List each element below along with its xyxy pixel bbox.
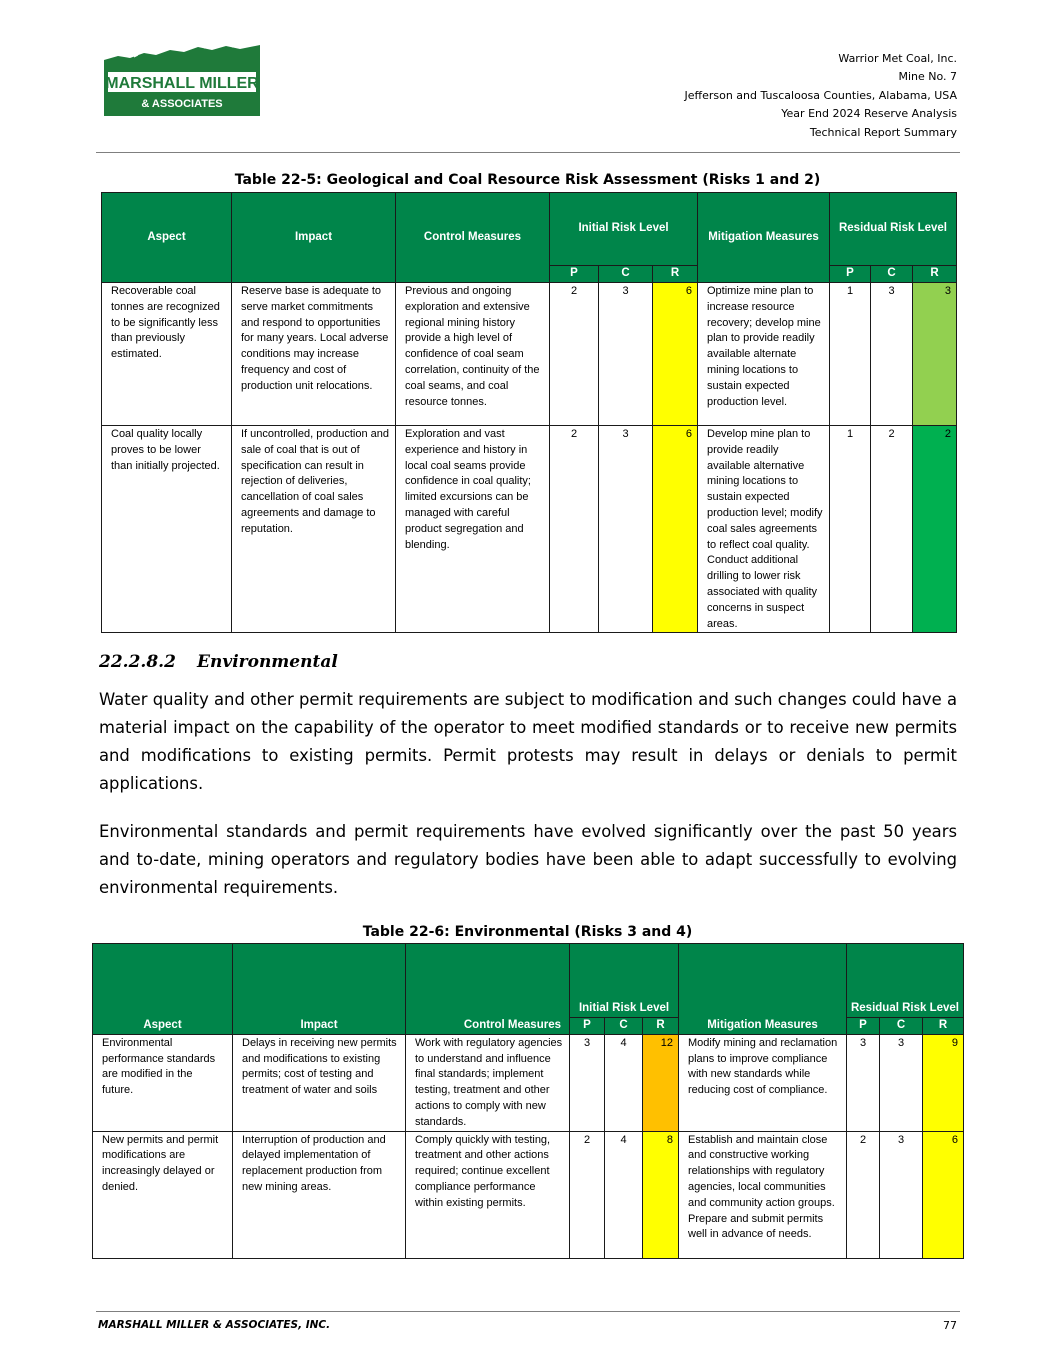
header-p: P	[830, 266, 871, 283]
header-r: R	[913, 266, 957, 283]
footer-divider	[96, 1311, 960, 1312]
cell-residual-c: 3	[871, 283, 913, 426]
cell-residual-r: 9	[923, 1034, 964, 1131]
header-control-measures: Control Measures	[396, 193, 550, 283]
header-aspect: Aspect	[93, 944, 233, 1035]
cell-initial-p: 3	[570, 1034, 605, 1131]
cell-residual-p: 3	[847, 1034, 880, 1131]
logo-text-main: MARSHALL MILLER	[105, 75, 259, 92]
header-initial-risk: Initial Risk Level	[570, 944, 679, 1018]
header-location: Jefferson and Tuscaloosa Counties, Alabama, USA	[684, 88, 957, 102]
table-caption: Table 22-6: Environmental (Risks 3 and 4)	[362, 924, 693, 940]
company-logo	[104, 44, 260, 116]
cell-initial-c: 4	[605, 1034, 643, 1131]
logo-text-sub: & ASSOCIATES	[141, 98, 223, 110]
cell-mitigation: Develop mine plan to provide readily available alternative mining locations to sustain expected production level; modify coal sales agreements to reflect coal quality. Conduct additional drilling to lower risk associated with quality concerns in suspect areas.	[698, 426, 830, 633]
header-c: C	[605, 1018, 643, 1035]
cell-initial-p: 2	[570, 1131, 605, 1258]
header-p: P	[550, 266, 599, 283]
cell-initial-r: 6	[653, 426, 698, 633]
cell-initial-r: 12	[643, 1034, 679, 1131]
section-heading	[99, 652, 338, 672]
table-row	[93, 1131, 964, 1258]
cell-mitigation: Optimize mine plan to increase resource recovery; develop mine plan to provide readily available alternate mining locations to sustain expected production level.	[698, 283, 830, 426]
section-title: Environmental	[197, 652, 338, 672]
cell-aspect: Environmental performance standards are modified in the future.	[93, 1034, 233, 1131]
table-row	[93, 1034, 964, 1131]
table-row	[102, 283, 957, 426]
cell-mitigation: Establish and maintain close and constructive working relationships with regulatory agencies, local communities and community action groups. Prepare and submit permits well in advance of needs.	[679, 1131, 847, 1258]
header-r: R	[643, 1018, 679, 1035]
cell-residual-p: 1	[830, 426, 871, 633]
cell-initial-r: 6	[653, 283, 698, 426]
header-report-year: Year End 2024 Reserve Analysis	[781, 107, 957, 121]
cell-impact: Delays in receiving new permits and modifications to existing permits; cost of testing and treatment of water and soils	[233, 1034, 406, 1131]
header-p: P	[847, 1018, 880, 1035]
header-mitigation-measures: Mitigation Measures	[698, 193, 830, 283]
cell-initial-r: 8	[643, 1131, 679, 1258]
header-mitigation-measures: Mitigation Measures	[679, 944, 847, 1035]
cell-control: Work with regulatory agencies to understand and influence final standards; implement testing, treatment and other actions to comply with new standards.	[406, 1034, 570, 1131]
page-number: 77	[943, 1319, 957, 1332]
cell-residual-p: 2	[847, 1131, 880, 1258]
cell-residual-r: 3	[913, 283, 957, 426]
cell-initial-c: 4	[605, 1131, 643, 1258]
header-mine: Mine No. 7	[898, 70, 957, 84]
header-impact: Impact	[232, 193, 396, 283]
header-p: P	[570, 1018, 605, 1035]
header-initial-risk: Initial Risk Level	[550, 193, 698, 266]
cell-residual-r: 6	[923, 1131, 964, 1258]
cell-mitigation: Modify mining and reclamation plans to improve compliance with new standards while reducing cost of compliance.	[679, 1034, 847, 1131]
cell-initial-p: 2	[550, 426, 599, 633]
cell-control: Comply quickly with testing, treatment and other actions required; continue excellent compliance performance within existing permits.	[406, 1131, 570, 1258]
header-r: R	[653, 266, 698, 283]
table-caption: Table 22-5: Geological and Coal Resource Risk Assessment (Risks 1 and 2)	[234, 172, 821, 188]
body-paragraph: Environmental standards and permit requirements have evolved significantly over the past 50 years and to-date, mining operators and regulatory bodies have been able to adapt successfully to evolving environmental requirements.	[99, 822, 957, 897]
header-control-measures: Control Measures	[406, 944, 570, 1035]
header-c: C	[599, 266, 653, 283]
cell-impact: If uncontrolled, production and sale of coal that is out of specification can result in rejection of deliveries, cancellation of coal sales agreements and damage to reputation.	[232, 426, 396, 633]
cell-impact: Interruption of production and delayed implementation of replacement production from new mining areas.	[233, 1131, 406, 1258]
cell-initial-c: 3	[599, 283, 653, 426]
header-aspect: Aspect	[102, 193, 232, 283]
header-company: Warrior Met Coal, Inc.	[838, 52, 957, 65]
cell-residual-p: 1	[830, 283, 871, 426]
table-row	[102, 426, 957, 633]
cell-aspect: Recoverable coal tonnes are recognized to be significantly less than previously estimated.	[102, 283, 232, 426]
cell-initial-c: 3	[599, 426, 653, 633]
cell-control: Previous and ongoing exploration and extensive regional mining history provide a high level of confidence of coal seam correlation, continuity of the coal seams, and coal resource tonnes.	[396, 283, 550, 426]
cell-impact: Reserve base is adequate to serve market commitments and respond to opportunities for many years. Local adverse conditions may increase frequency and cost of production unit relocations.	[232, 283, 396, 426]
risk-table-geological	[101, 192, 957, 633]
header-residual-risk: Residual Risk Level	[847, 944, 964, 1018]
cell-aspect: New permits and permit modifications are increasingly delayed or denied.	[93, 1131, 233, 1258]
cell-residual-r: 2	[913, 426, 957, 633]
cell-residual-c: 2	[871, 426, 913, 633]
header-residual-risk: Residual Risk Level	[830, 193, 957, 266]
risk-table-environmental	[92, 943, 964, 1259]
body-paragraph: Water quality and other permit requirements are subject to modification and such changes could have a material impact on the capability of the operator to meet modified standards or to receive new permits and modifications to existing permits. Permit protests may result in delays or denials to permit applications.	[99, 690, 957, 793]
header-c: C	[871, 266, 913, 283]
report-header	[685, 50, 958, 142]
cell-residual-c: 3	[880, 1131, 923, 1258]
header-c: C	[880, 1018, 923, 1035]
cell-aspect: Coal quality locally proves to be lower than initially projected.	[102, 426, 232, 633]
footer-company: MARSHALL MILLER & ASSOCIATES, INC.	[98, 1319, 331, 1331]
section-number: 22.2.8.2	[99, 652, 176, 672]
header-r: R	[923, 1018, 964, 1035]
header-report-type: Technical Report Summary	[809, 125, 957, 139]
cell-initial-p: 2	[550, 283, 599, 426]
cell-control: Exploration and vast experience and history in local coal seams provide confidence in coal quality; limited excursions can be managed with careful product segregation and blending.	[396, 426, 550, 633]
cell-residual-c: 3	[880, 1034, 923, 1131]
header-divider	[96, 152, 960, 153]
header-impact: Impact	[233, 944, 406, 1035]
